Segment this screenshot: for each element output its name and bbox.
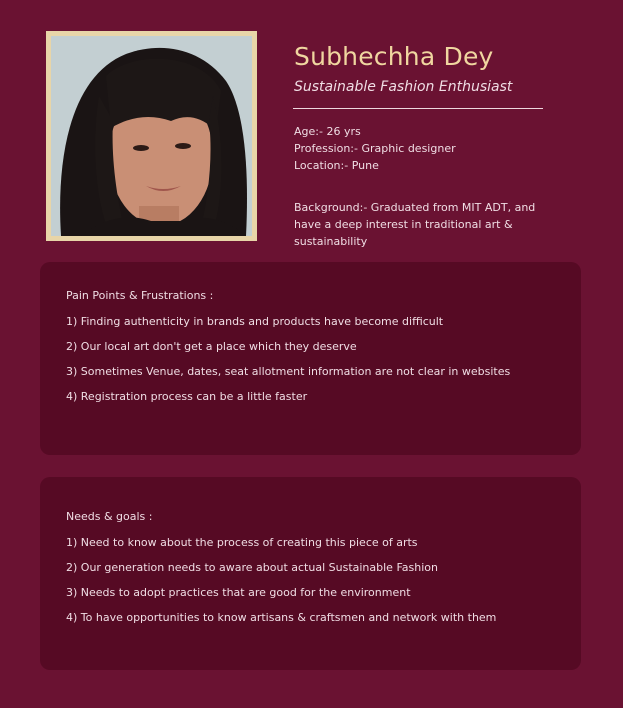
needs-goal-item: 3) Needs to adopt practices that are good for the environment [66, 586, 411, 599]
portrait-image [51, 36, 252, 236]
needs-goal-item: 2) Our generation needs to aware about actual Sustainable Fashion [66, 561, 438, 574]
persona-details [294, 123, 456, 174]
pain-point-item: 1) Finding authenticity in brands and products have become difficult [66, 315, 444, 328]
pain-points-card [40, 262, 581, 455]
persona-location: Location:- Pune [294, 159, 379, 172]
needs-goals-card [40, 477, 581, 670]
needs-goal-item: 4) To have opportunities to know artisans & craftsmen and network with them [66, 611, 497, 624]
pain-point-item: 3) Sometimes Venue, dates, seat allotment information are not clear in websites [66, 365, 511, 378]
header-divider [293, 108, 543, 109]
pain-point-item: 2) Our local art don't get a place which they deserve [66, 340, 357, 353]
needs-goals-title: Needs & goals : [66, 510, 153, 523]
persona-name: Subhechha Dey [294, 42, 494, 71]
pain-point-item: 4) Registration process can be a little faster [66, 390, 308, 403]
pain-points-title: Pain Points & Frustrations : [66, 289, 214, 302]
needs-goal-item: 1) Need to know about the process of creating this piece of arts [66, 536, 418, 549]
persona-role: Sustainable Fashion Enthusiast [294, 79, 513, 95]
profile-photo-frame [46, 31, 257, 241]
persona-profession: Profession:- Graphic designer [294, 142, 456, 155]
persona-age: Age:- 26 yrs [294, 125, 361, 138]
profile-photo [51, 36, 252, 236]
persona-background: Background:- Graduated from MIT ADT, and have a deep interest in traditional art & sustainability [294, 201, 536, 248]
